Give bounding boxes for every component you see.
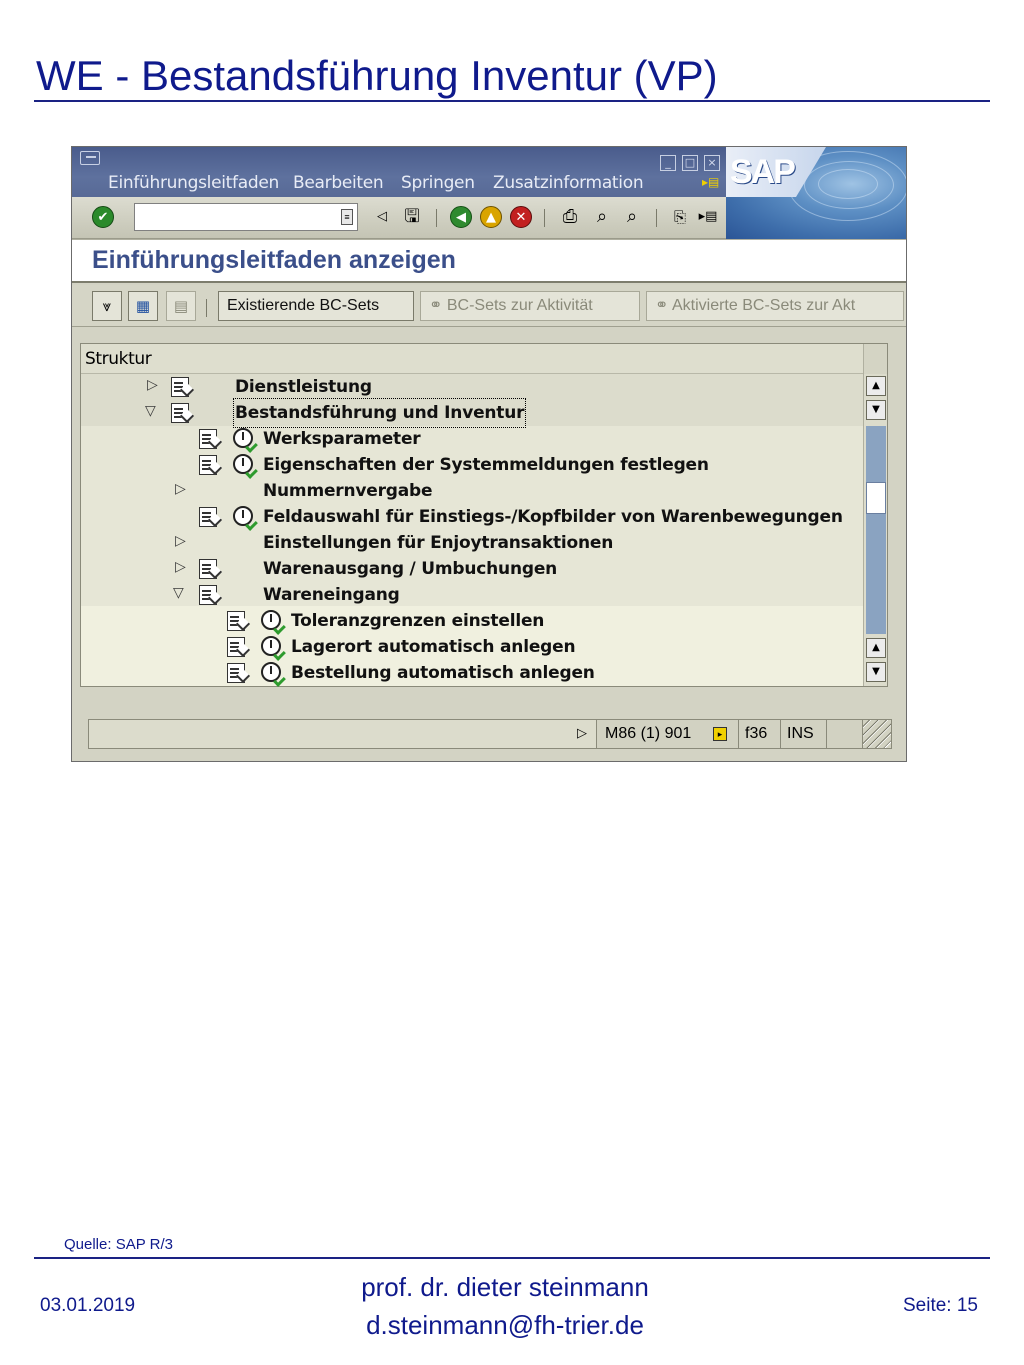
tree-row[interactable] <box>81 452 863 478</box>
execute-activity-icon[interactable] <box>233 454 253 474</box>
page-number: Seite: 15 <box>903 1295 978 1316</box>
scroll-up-icon[interactable]: ▲ <box>866 376 886 396</box>
collapse-icon[interactable]: ▽ <box>145 403 156 419</box>
resize-grip-icon[interactable] <box>863 720 891 748</box>
execute-activity-icon[interactable] <box>233 428 253 448</box>
find-icon[interactable]: ⌕ <box>596 206 608 227</box>
document-icon <box>199 507 217 527</box>
exit-icon[interactable]: ▲ <box>480 206 502 228</box>
title-divider <box>34 100 990 102</box>
collapse-icon[interactable]: ▽ <box>173 585 184 601</box>
status-system-info[interactable] <box>599 720 739 748</box>
tree-node-label[interactable]: Toleranzgrenzen einstellen <box>291 611 545 631</box>
author-email: d.steinmann@fh-trier.de <box>366 1310 644 1340</box>
document-icon <box>171 403 189 423</box>
cancel-icon[interactable]: ✕ <box>510 206 532 228</box>
tree-node-label[interactable]: Warenausgang / Umbuchungen <box>263 559 558 579</box>
tree-node-label[interactable]: Eigenschaften der Systemmeldungen festlegen <box>263 455 709 475</box>
expand-icon[interactable]: ▷ <box>175 481 186 497</box>
bc-sets-activity-label: BC-Sets zur Aktivität <box>446 297 593 314</box>
collapse-field-icon[interactable]: ◁ <box>377 209 387 224</box>
tree-node-label[interactable]: Nummernvergabe <box>263 481 433 501</box>
document-icon <box>199 455 217 475</box>
sap-logo: SAP <box>730 153 794 191</box>
tree-node-label[interactable]: Bestandsführung und Inventur <box>235 400 524 426</box>
status-server: f36 <box>739 720 781 748</box>
document-icon <box>227 611 245 631</box>
expand-icon[interactable]: ▷ <box>175 533 186 549</box>
existing-bc-sets-button[interactable]: Existierende BC-Sets <box>218 291 414 321</box>
tree-row[interactable] <box>81 634 863 660</box>
menu-einfuehrungsleitfaden[interactable]: Einführungsleitfaden <box>108 173 279 193</box>
tree-node-label[interactable]: Einstellungen für Enjoytransaktionen <box>263 533 614 553</box>
tree-row[interactable] <box>81 426 863 452</box>
expand-icon[interactable]: ▷ <box>147 377 158 393</box>
tree-row[interactable] <box>81 530 863 556</box>
activated-bc-sets-icon: ⚭ <box>655 297 672 314</box>
screen-title: Einführungsleitfaden anzeigen <box>92 246 456 274</box>
tree-header: Struktur <box>81 344 887 374</box>
expand-subtree-icon[interactable]: ⩔ <box>92 291 122 321</box>
structure-tree <box>80 343 888 687</box>
menu-zusatzinformation[interactable]: Zusatzinformation <box>493 173 644 193</box>
scroll-down-page-icon[interactable]: ▼ <box>866 400 886 420</box>
document-icon <box>199 559 217 579</box>
save-icon[interactable]: 🖫 <box>404 206 420 227</box>
footer-author <box>300 1268 710 1344</box>
scroll-track[interactable] <box>866 426 886 634</box>
enter-check-icon[interactable]: ✔ <box>92 206 114 228</box>
tree-row[interactable] <box>81 608 863 634</box>
status-insert-mode[interactable]: INS <box>781 720 827 748</box>
document-icon <box>199 585 217 605</box>
activated-bc-sets-label: Aktivierte BC-Sets zur Akt <box>671 297 856 314</box>
source-note: Quelle: SAP R/3 <box>64 1236 173 1253</box>
execute-activity-icon[interactable] <box>261 636 281 656</box>
execute-activity-icon[interactable] <box>233 506 253 526</box>
bc-sets-activity-button[interactable] <box>420 291 640 321</box>
layout-menu-icon[interactable]: ▸▤ <box>698 209 718 224</box>
tree-node-label[interactable]: Feldauswahl für Einstiegs-/Kopfbilder von Warenbewegungen <box>263 507 843 527</box>
command-field[interactable] <box>134 203 358 231</box>
menu-overflow-icon[interactable]: ▸▤ <box>702 175 720 189</box>
status-system-label: M86 (1) 901 <box>605 725 692 742</box>
author-name: prof. dr. dieter steinmann <box>361 1272 649 1302</box>
tree-node-label[interactable]: Bestellung automatisch anlegen <box>291 663 595 683</box>
menu-bearbeiten[interactable]: Bearbeiten <box>293 173 384 193</box>
expand-icon[interactable]: ▷ <box>175 559 186 575</box>
activated-bc-sets-button[interactable] <box>646 291 904 321</box>
system-toolbar <box>72 197 726 239</box>
status-bar <box>88 719 892 749</box>
status-expand-icon[interactable]: ▷ <box>577 726 587 741</box>
tree-row[interactable] <box>81 400 863 426</box>
minimize-icon[interactable]: _ <box>660 155 676 171</box>
maximize-icon[interactable]: □ <box>682 155 698 171</box>
document-icon <box>227 637 245 657</box>
scroll-down-icon[interactable]: ▼ <box>866 662 886 682</box>
tree-row[interactable] <box>81 478 863 504</box>
scroll-up-page-icon[interactable]: ▲ <box>866 638 886 658</box>
window-system-icon[interactable] <box>80 151 100 165</box>
document-icon <box>227 663 245 683</box>
menu-springen[interactable]: Springen <box>401 173 475 193</box>
tree-row[interactable] <box>81 556 863 582</box>
sap-window <box>71 146 907 762</box>
close-icon[interactable]: × <box>704 155 720 171</box>
tree-node-label[interactable]: Werksparameter <box>263 429 421 449</box>
command-history-icon[interactable]: ≡ <box>341 209 353 225</box>
tree-row[interactable] <box>81 504 863 530</box>
footer-divider <box>34 1257 990 1259</box>
tree-node-label[interactable]: Wareneingang <box>263 585 400 605</box>
new-session-icon[interactable]: ⎘ <box>673 208 686 226</box>
document-icon <box>171 377 189 397</box>
footer-date: 03.01.2019 <box>40 1295 136 1316</box>
vertical-scrollbar[interactable] <box>863 374 887 686</box>
print-icon[interactable]: ⎙ <box>562 206 578 227</box>
find-next-icon[interactable]: ⌕ <box>626 206 638 227</box>
tree-node-label[interactable]: Dienstleistung <box>235 377 372 397</box>
tree-row[interactable] <box>81 582 863 608</box>
tree-node-label[interactable]: Lagerort automatisch anlegen <box>291 637 576 657</box>
tree-body <box>81 374 863 686</box>
execute-activity-icon[interactable] <box>261 610 281 630</box>
application-toolbar <box>72 285 906 327</box>
back-icon[interactable]: ◀ <box>450 206 472 228</box>
execute-activity-icon[interactable] <box>261 662 281 682</box>
document-icon <box>199 429 217 449</box>
screen-title-bar <box>72 239 906 283</box>
documentation-icon[interactable]: ▦ <box>128 291 158 321</box>
tree-row[interactable] <box>81 660 863 686</box>
bc-sets-icon: ⚭ <box>429 297 447 314</box>
status-message-area <box>89 720 597 748</box>
system-info-icon[interactable]: ▸ <box>713 727 727 741</box>
slide-title: WE - Bestandsführung Inventur (VP) <box>36 52 718 99</box>
scroll-thumb[interactable] <box>866 482 886 514</box>
tree-row[interactable] <box>81 374 863 400</box>
release-notes-icon[interactable]: ▤ <box>166 291 196 321</box>
sap-logo-area <box>726 147 906 239</box>
